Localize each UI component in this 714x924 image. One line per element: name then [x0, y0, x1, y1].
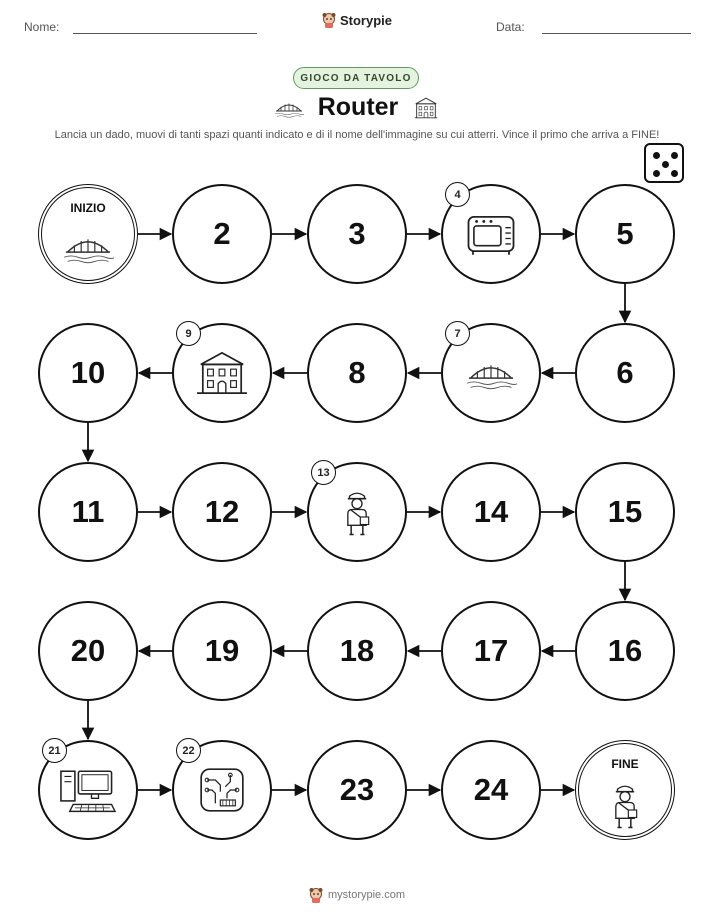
space-number: 19 — [204, 633, 240, 668]
number-space[interactable] — [172, 462, 272, 562]
mail-carrier-icon — [579, 780, 671, 830]
space-number: 14 — [473, 494, 509, 529]
space-number: 10 — [70, 355, 106, 390]
number-space[interactable] — [307, 601, 407, 701]
brand-name: Storypie — [339, 12, 392, 28]
picture-space[interactable] — [307, 462, 407, 562]
number-space[interactable] — [307, 740, 407, 840]
space-number-tag: 21 — [42, 738, 67, 763]
oven-icon — [464, 211, 518, 257]
space-number: 11 — [71, 494, 105, 529]
picture-space[interactable] — [172, 740, 272, 840]
space-number: 17 — [473, 633, 509, 668]
number-space[interactable] — [575, 601, 675, 701]
footer — [0, 887, 714, 903]
number-space[interactable] — [441, 462, 541, 562]
game-type-badge: GIOCO DA TAVOLO — [293, 67, 419, 89]
number-space[interactable] — [575, 462, 675, 562]
date-label: Data: — [496, 20, 525, 34]
finish-label: FINE — [611, 757, 639, 771]
space-number: 20 — [70, 633, 106, 668]
space-number-tag: 13 — [311, 460, 336, 485]
picture-space[interactable] — [38, 740, 138, 840]
space-number-tag: 9 — [176, 321, 201, 346]
number-space[interactable] — [307, 184, 407, 284]
storypie-logo-icon — [309, 887, 323, 903]
space-number: 15 — [607, 494, 643, 529]
number-space[interactable] — [575, 323, 675, 423]
picture-space[interactable] — [441, 184, 541, 284]
page-title: Router — [317, 93, 399, 121]
building-icon — [193, 349, 251, 397]
mail-carrier-icon — [340, 487, 374, 537]
number-space[interactable] — [38, 323, 138, 423]
number-space[interactable] — [38, 601, 138, 701]
space-number: 5 — [616, 216, 634, 251]
space-number: 2 — [213, 216, 231, 251]
number-space[interactable] — [575, 184, 675, 284]
space-number-tag: 7 — [445, 321, 470, 346]
space-number: 12 — [204, 494, 240, 529]
picture-space[interactable] — [172, 323, 272, 423]
number-space[interactable] — [38, 462, 138, 562]
number-space[interactable] — [441, 601, 541, 701]
name-label: Nome: — [24, 20, 60, 34]
space-number-tag: 22 — [176, 738, 201, 763]
space-number: 8 — [348, 355, 366, 390]
number-space[interactable] — [441, 740, 541, 840]
bridge-icon — [465, 356, 517, 390]
start-label: INIZIO — [70, 201, 106, 215]
start-space[interactable] — [38, 184, 138, 284]
bridge-icon — [42, 230, 134, 264]
circuit-board-icon — [197, 765, 247, 815]
finish-space[interactable] — [575, 740, 675, 840]
space-number: 16 — [607, 633, 643, 668]
space-number: 6 — [616, 355, 634, 390]
space-number-tag: 4 — [445, 182, 470, 207]
space-number: 23 — [339, 772, 375, 807]
number-space[interactable] — [307, 323, 407, 423]
computer-icon — [57, 766, 119, 814]
space-number: 24 — [473, 772, 509, 807]
picture-space[interactable] — [441, 323, 541, 423]
space-number: 3 — [348, 216, 366, 251]
space-number: 18 — [339, 633, 375, 668]
number-space[interactable] — [172, 601, 272, 701]
instructions: Lancia un dado, muovi di tanti spazi quanti indicato e di il nome dell'immagine su cui atterri. Vince il primo che arriva a FINE! — [54, 129, 660, 141]
number-space[interactable] — [172, 184, 272, 284]
footer-url[interactable]: mystorypie.com — [327, 889, 406, 901]
